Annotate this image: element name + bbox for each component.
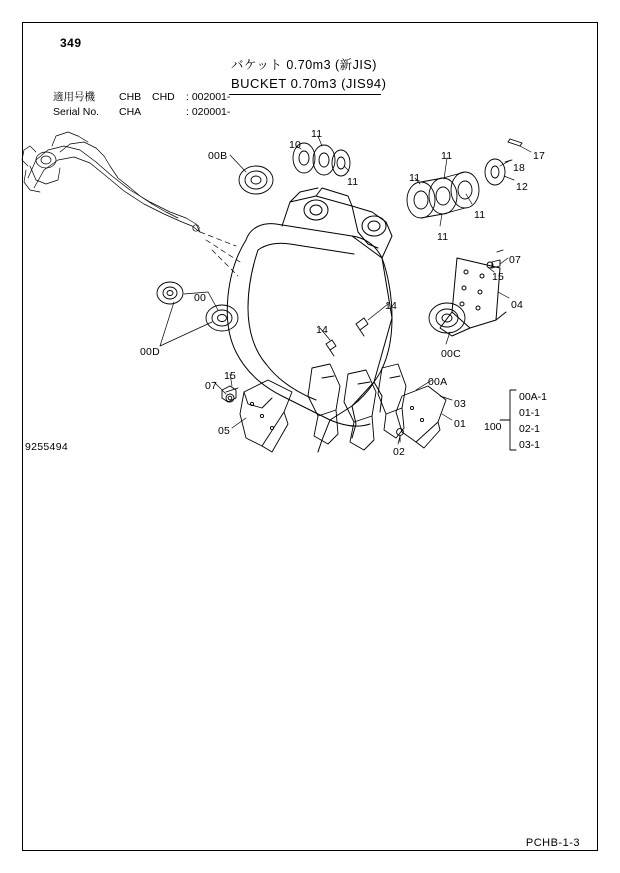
- callout-12: 12: [516, 181, 529, 193]
- callout-11-c: 11: [409, 172, 421, 184]
- ring-set-top-left: [293, 143, 350, 176]
- callout-07-a: 07: [509, 254, 522, 266]
- callout-02: 02: [393, 446, 406, 458]
- callout-11-b: 11: [347, 176, 359, 188]
- callout-11-d: 11: [441, 150, 453, 162]
- side-cutter-05: [240, 380, 292, 452]
- rear-mount-plate: [440, 258, 506, 336]
- callout-07-b: 07: [205, 380, 218, 392]
- callout-11-e: 11: [474, 209, 486, 221]
- group-item-00A-1: 00A-1: [519, 391, 548, 403]
- bearing-00: [157, 282, 238, 331]
- applicable-code-chb: CHB: [119, 91, 142, 103]
- group-marker-100: 100: [484, 421, 502, 433]
- title-english: BUCKET 0.70m3 (JIS94): [231, 76, 387, 91]
- serial-no-label: Serial No.: [53, 106, 100, 118]
- callout-18: 18: [513, 162, 526, 174]
- callout-14-a: 14: [385, 300, 398, 312]
- reference-leader-lines: [200, 232, 240, 276]
- bucket-top-brackets: [282, 188, 392, 258]
- group-bracket-100: [500, 390, 516, 450]
- side-cutter-right: [396, 386, 446, 448]
- group-item-list: [519, 389, 547, 453]
- applicable-range-2: : 020001-: [186, 106, 231, 118]
- callout-05: 05: [218, 425, 231, 437]
- callout-10: 10: [289, 139, 302, 151]
- callout-15-b: 15: [224, 370, 237, 382]
- callout-00D: 00D: [140, 346, 160, 358]
- callout-15-a: 15: [492, 271, 505, 283]
- callout-17: 17: [533, 150, 546, 162]
- callout-00C: 00C: [441, 348, 461, 360]
- pin-14: [326, 318, 368, 356]
- footer-code: PCHB-1-3: [525, 837, 580, 849]
- callout-14-b: 14: [316, 324, 329, 336]
- callout-00A: 00A: [428, 376, 448, 388]
- drawing-id: 9255494: [25, 441, 68, 453]
- title-japanese: バケット 0.70m3 (新JIS): [231, 58, 377, 72]
- group-item-02-1: 02-1: [519, 423, 541, 435]
- callout-03: 03: [454, 398, 467, 410]
- callout-00B: 00B: [208, 150, 228, 162]
- applicable-code-chd: CHD: [152, 91, 175, 103]
- group-item-03-1: 03-1: [519, 439, 541, 451]
- callout-11-f: 11: [437, 231, 449, 243]
- callout-00: 00: [194, 292, 207, 304]
- group-item-01-1: 01-1: [519, 407, 541, 419]
- serial-code-cha: CHA: [119, 106, 142, 118]
- boom-reference-sketch: [22, 132, 200, 232]
- callout-leaders: [160, 136, 531, 444]
- callout-04: 04: [511, 299, 524, 311]
- callout-01: 01: [454, 418, 467, 430]
- applicable-range-1: : 002001-: [186, 91, 231, 103]
- callout-11-a: 11: [311, 128, 323, 140]
- applicable-label-jp: 適用号機: [53, 91, 95, 103]
- bolt-15-left: [222, 386, 238, 402]
- page-number: 349: [60, 36, 82, 50]
